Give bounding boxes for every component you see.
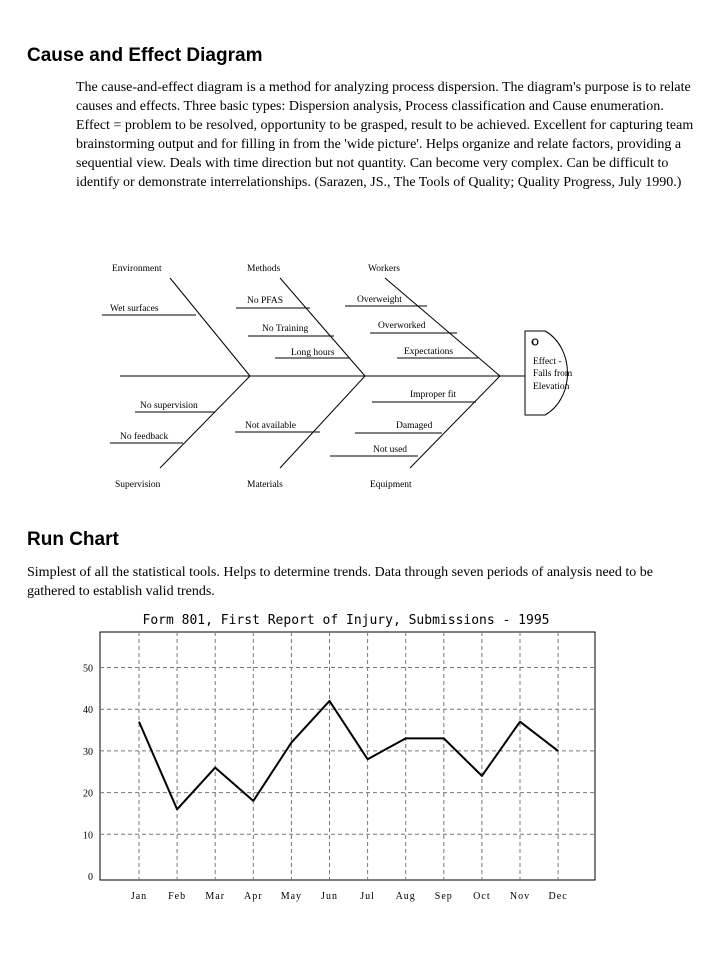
x-tick-label: Mar — [205, 891, 226, 902]
x-tick-label: Jul — [360, 891, 375, 902]
y-tick-label: 50 — [83, 663, 93, 675]
cause-overweight: Overweight — [357, 295, 402, 305]
effect-marker: O — [532, 337, 539, 347]
y-tick-label: 10 — [83, 830, 93, 842]
category-environment: Environment — [112, 264, 162, 274]
category-equipment: Equipment — [370, 480, 412, 490]
cause-effect-heading: Cause and Effect Diagram — [27, 45, 263, 66]
cause-no-feedback: No feedback — [120, 432, 169, 442]
effect-label-line2: Falls from — [533, 369, 573, 379]
cause-expectations: Expectations — [404, 347, 454, 357]
y-tick-label: 30 — [83, 746, 93, 758]
x-tick-label: Feb — [168, 891, 187, 902]
x-tick-label: Apr — [244, 891, 263, 902]
category-materials: Materials — [247, 480, 283, 490]
cause-damaged: Damaged — [396, 421, 433, 431]
y-tick-label: 20 — [83, 788, 93, 800]
cause-no-supervision: No supervision — [140, 401, 198, 411]
cause-not-available: Not available — [245, 421, 296, 431]
run-chart-description: Simplest of all the statistical tools. Helps to determine trends. Data through seven periods of analysis need to be gathered to establish valid trends. — [27, 565, 653, 599]
y-tick-label: 0 — [88, 872, 93, 883]
chart-title: Form 801, First Report of Injury, Submissions - 1995 — [142, 613, 550, 628]
x-tick-label: Nov — [509, 891, 531, 902]
cause-improper-fit: Improper fit — [410, 390, 457, 400]
cause-wet-surfaces: Wet surfaces — [110, 304, 159, 314]
x-tick-label: Dec — [548, 891, 568, 902]
cause-overworked: Overworked — [378, 321, 426, 331]
plot-frame — [100, 632, 595, 880]
y-axis-ticks — [83, 664, 93, 884]
cause-not-used: Not used — [373, 445, 408, 455]
grid-layer — [100, 632, 595, 880]
cause-long-hours: Long hours — [291, 348, 335, 358]
cause-no-pfas: No PFAS — [247, 296, 283, 306]
x-tick-label: May — [280, 891, 303, 902]
effect-label-line3: Elevation — [533, 382, 570, 392]
effect-label-line1: Effect - — [533, 357, 562, 367]
x-tick-label: Aug — [395, 891, 416, 902]
run-chart-heading: Run Chart — [27, 529, 119, 550]
cause-effect-description: The cause-and-effect diagram is a method for analyzing process dispersion. The diagram's purpose is to relate causes and effects. Three basic types: Dispersion analysis, Process classification and Cause enumeration. Effect = problem to be resolved, opportunity to be grasped, result to be achieved. Excellent for capturing team brainstorming output and for filling in from the 'wide picture'. Helps organize and relate factors, providing a sequential view. Deals with time direction but not quantity. Can become very complex. Can be difficult to identify or demonstrate interrelationships. (Sarazen, JS., The Tools of Quality; Quality Progress, July 1990.) — [76, 80, 694, 190]
x-axis-ticks — [131, 891, 568, 902]
cause-no-training: No Training — [262, 324, 309, 334]
category-methods: Methods — [247, 264, 281, 274]
y-tick-label: 40 — [83, 705, 93, 717]
category-workers: Workers — [368, 264, 400, 274]
category-supervision: Supervision — [115, 480, 161, 490]
x-tick-label: Oct — [473, 891, 491, 902]
x-tick-label: Jun — [321, 891, 338, 902]
x-tick-label: Jan — [130, 891, 148, 902]
x-tick-label: Sep — [434, 891, 453, 902]
